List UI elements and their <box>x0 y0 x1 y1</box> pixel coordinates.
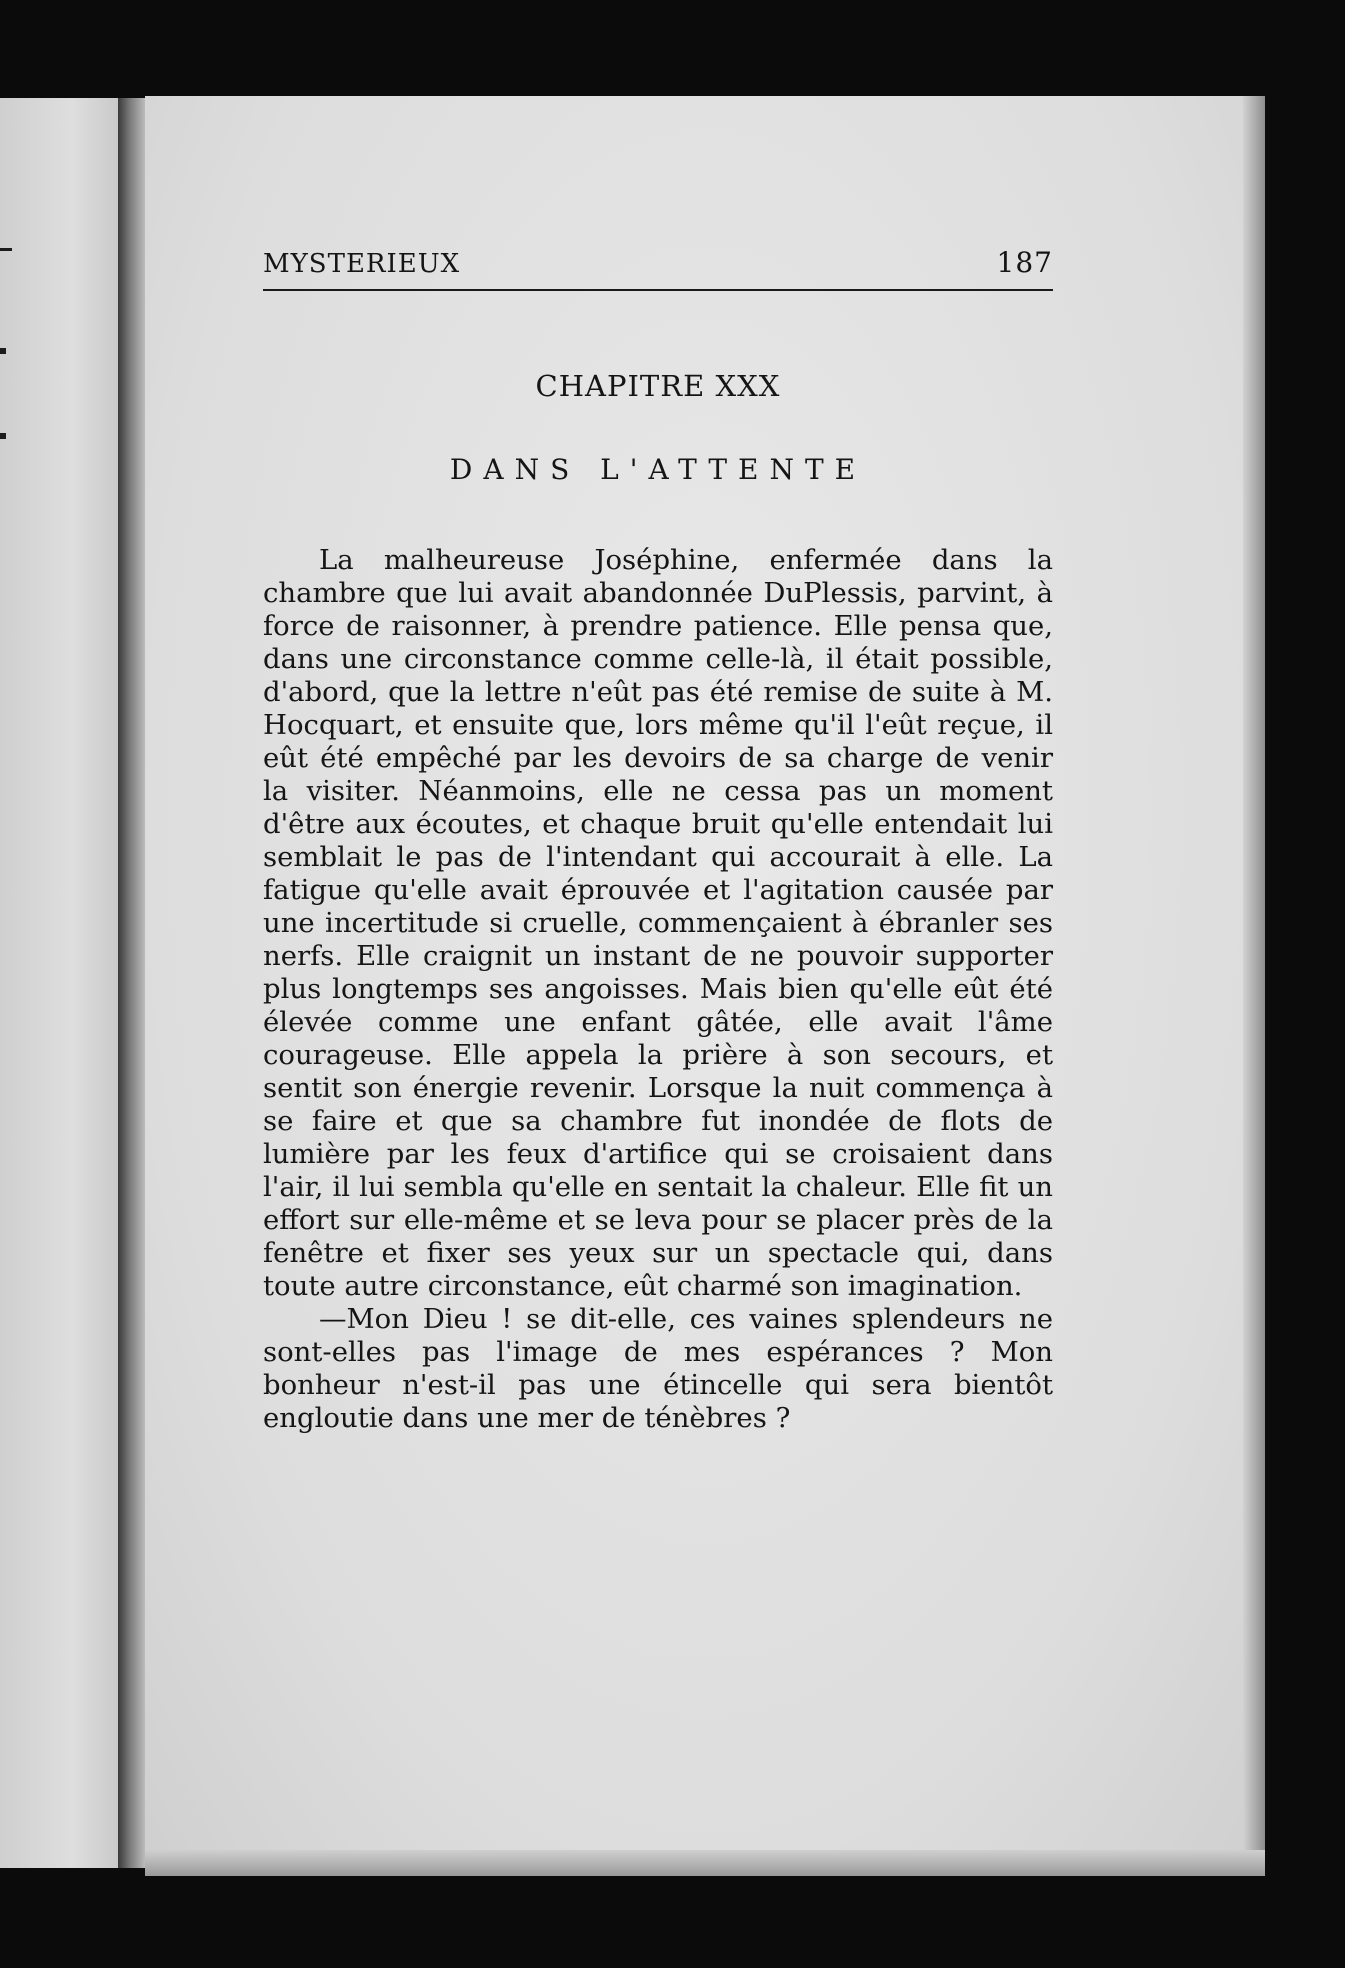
chapter-number: CHAPITRE XXX <box>535 369 781 403</box>
facing-page-mark <box>0 248 12 251</box>
facing-page-mark <box>0 433 6 439</box>
book-gutter <box>118 98 148 1868</box>
page-content <box>263 246 1053 1435</box>
chapter-title: DANS L'ATTENTE <box>449 453 867 486</box>
page-right-edge <box>1243 96 1265 1876</box>
running-head <box>263 246 1053 291</box>
paragraph: La malheureuse Joséphine, enfermée dans la chambre que lui avait abandonnée DuPlessis, parvint, à force de raisonner, à prendre patience. Elle pensa que, dans une circonstance comme celle-là, il était possible, d'abord, que la lettre n'eût pas été remise de suite à M. Hocquart, et ensuite que, lors même qu'il l'eût reçue, il eût été empêché par les devoirs de sa charge de venir la visiter. Néanmoins, elle ne cessa pas un moment d'être aux écoutes, et chaque bruit qu'elle entendait lui semblait le pas de l'intendant qui accourait à elle. La fatigue qu'elle avait éprouvée et l'agitation causée par une incertitude si cruelle, commençaient à ébranler ses nerfs. Elle craignit un instant de ne pouvoir supporter plus longtemps ses angoisses. Mais bien qu'elle eût été élevée comme une enfant gâtée, elle avait l'âme courageuse. Elle appela la prière à son secours, et sentit son énergie revenir. Lorsque la nuit commença à se faire et que sa chambre fut inondée de flots de lumière par les feux d'artifice qui se croisaient dans l'air, il lui sembla qu'elle en sentait la chaleur. Elle fit un effort sur elle-même et se leva pour se placer près de la fenêtre et fixer ses yeux sur un spectacle qui, dans toute autre circonstance, eût charmé son imagination. <box>263 544 1053 1302</box>
facing-page-edge <box>0 98 120 1868</box>
body-text <box>263 544 1053 1435</box>
running-title: MYSTERIEUX <box>263 249 461 279</box>
book-page <box>145 96 1265 1876</box>
paragraph: —Mon Dieu ! se dit-elle, ces vaines splendeurs ne sont-elles pas l'image de mes espérances ? Mon bonheur n'est-il pas une étincelle qui sera bientôt engloutie dans une mer de ténèbres ? <box>263 1303 1053 1434</box>
page-bottom-edge <box>145 1850 1265 1876</box>
page-number: 187 <box>996 246 1053 279</box>
facing-page-mark <box>0 348 6 354</box>
